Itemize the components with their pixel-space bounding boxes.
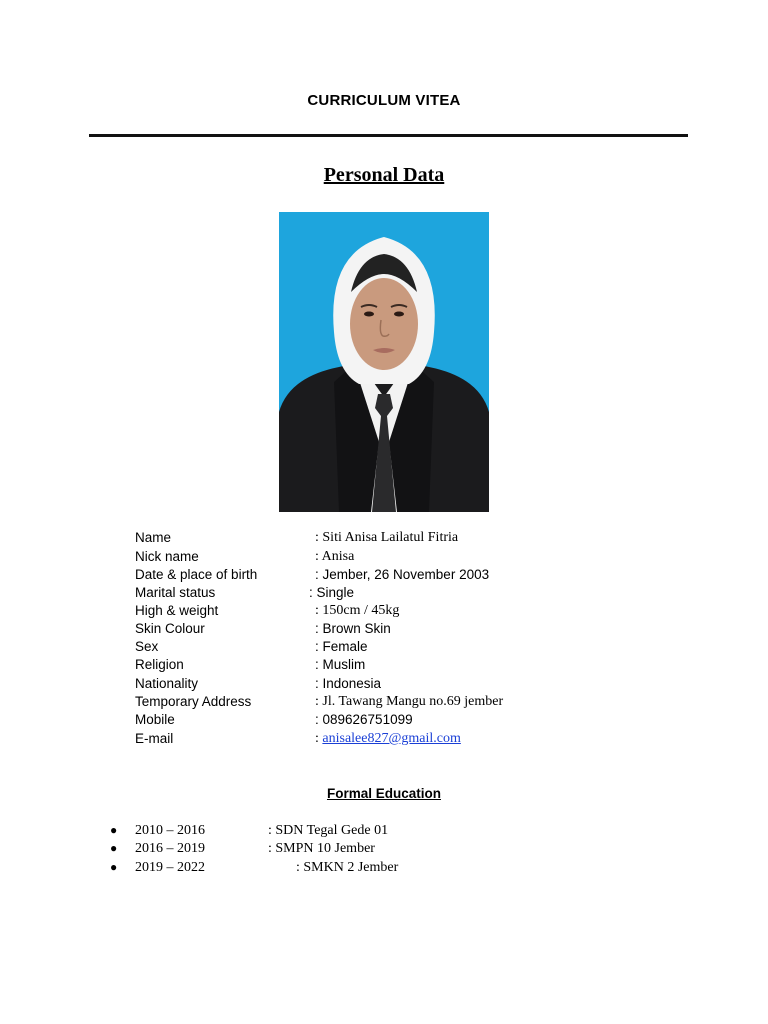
formal-education-heading: Formal Education xyxy=(326,786,441,801)
field-temporary-address xyxy=(135,694,655,712)
field-value: : Siti Anisa Lailatul Fitria xyxy=(315,530,459,545)
document-title: CURRICULUM VITEA xyxy=(307,92,461,109)
field-value xyxy=(315,731,461,747)
education-years: 2010 – 2016 xyxy=(135,823,205,838)
field-label: E-mail xyxy=(135,731,174,746)
education-years: 2016 – 2019 xyxy=(135,841,205,856)
field-label: High & weight xyxy=(135,603,219,618)
field-label: Religion xyxy=(135,657,184,672)
field-religion xyxy=(135,657,655,675)
bullet-icon: ● xyxy=(110,841,118,855)
field-label: Marital status xyxy=(135,585,216,600)
field-nick-name xyxy=(135,549,655,567)
field-value: : Anisa xyxy=(315,549,355,564)
field-label: Name xyxy=(135,530,172,545)
field-skin-colour xyxy=(135,621,655,639)
education-school: : SMKN 2 Jember xyxy=(296,860,399,875)
field-sex xyxy=(135,639,655,657)
education-item xyxy=(110,823,610,841)
field-label: Nick name xyxy=(135,549,199,564)
field-name xyxy=(135,530,655,548)
field-label: Date & place of birth xyxy=(135,567,258,582)
field-birth xyxy=(135,567,655,585)
field-label: Nationality xyxy=(135,676,199,691)
education-item xyxy=(110,860,610,878)
field-label: Mobile xyxy=(135,712,175,727)
field-value: : 150cm / 45kg xyxy=(315,603,400,618)
field-value: : Indonesia xyxy=(315,676,382,691)
education-item xyxy=(110,841,610,859)
personal-data-heading: Personal Data xyxy=(323,164,445,186)
field-colon: : xyxy=(315,731,323,746)
field-nationality xyxy=(135,676,655,694)
field-label: Sex xyxy=(135,639,159,654)
education-school: : SMPN 10 Jember xyxy=(268,841,375,856)
field-value: : 089626751099 xyxy=(315,712,413,727)
field-value: : Female xyxy=(315,639,368,654)
bullet-icon: ● xyxy=(110,823,118,837)
field-label: Skin Colour xyxy=(135,621,205,636)
field-value: : Single xyxy=(309,585,355,600)
title-divider xyxy=(89,134,688,137)
email-link[interactable]: anisalee827@gmail.com xyxy=(322,731,461,746)
profile-photo xyxy=(279,212,489,512)
field-value: : Jember, 26 November 2003 xyxy=(315,567,490,582)
education-years: 2019 – 2022 xyxy=(135,860,205,875)
field-mobile xyxy=(135,712,655,730)
education-school: : SDN Tegal Gede 01 xyxy=(268,823,389,838)
field-value: : Brown Skin xyxy=(315,621,391,636)
field-marital-status xyxy=(135,585,655,603)
field-value: : Muslim xyxy=(315,657,366,672)
field-height-weight xyxy=(135,603,655,621)
field-label: Temporary Address xyxy=(135,694,252,709)
bullet-icon: ● xyxy=(110,860,118,874)
field-email xyxy=(135,731,655,749)
field-value: : Jl. Tawang Mangu no.69 jember xyxy=(315,694,504,709)
